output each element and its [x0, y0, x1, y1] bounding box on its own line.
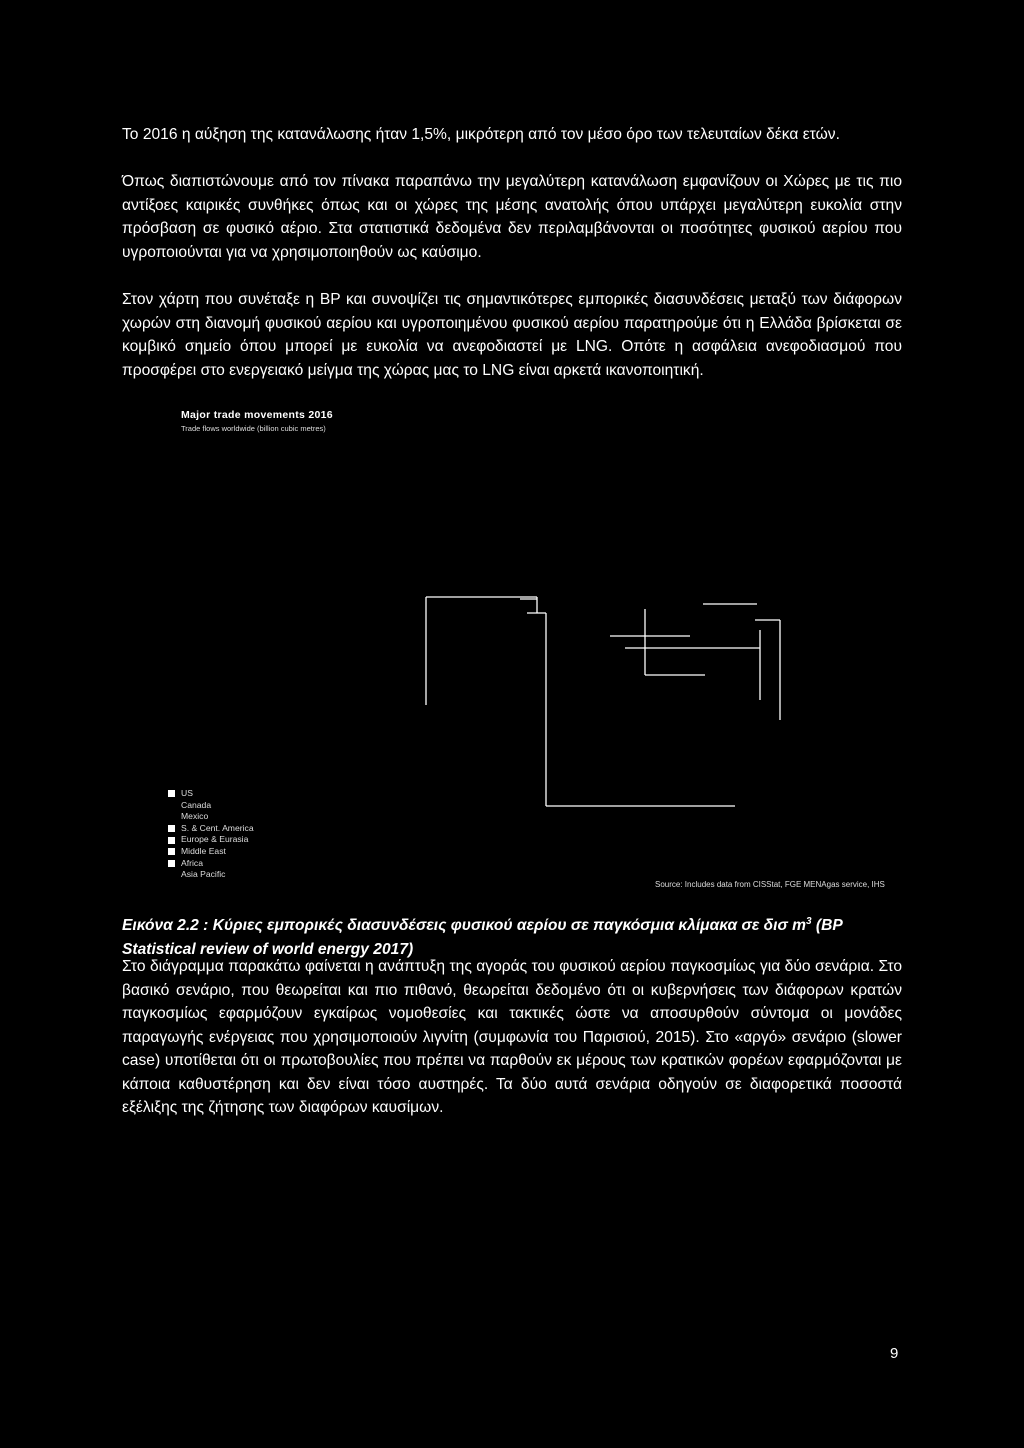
legend-swatch	[168, 871, 175, 878]
caption-text: Εικόνα 2.2 : Κύριες εμπορικές διασυνδέσεις φυσικού αερίου σε παγκόσμια κλίμακα σε δισ m	[122, 917, 807, 935]
legend-label: US	[181, 788, 193, 798]
legend-swatch	[168, 825, 175, 832]
figure-source: Source: Includes data from CISStat, FGE MENAgas service, IHS	[655, 880, 885, 889]
legend-label: Europe & Eurasia	[181, 834, 249, 845]
legend-swatch	[168, 860, 175, 867]
legend-item	[168, 846, 254, 858]
scenarios-paragraph: Στο διάγραμμα παρακάτω φαίνεται η ανάπτυξη της αγοράς του φυσικού αερίου παγκοσμίως για δύο σενάρια. Στο βασικό σενάριο, που θεωρείται και πιο πιθανό, θεωρείται δεδομένο ότι οι κυβερνήσεις των διάφορων κρατών παγκοσμίως εφαρμόζουν εγκαίρως νομοθεσίες και τακτικές ώστε να αποσυρθούν σύντομα οι μονάδες παραγωγής ενέργειας που χρησιμοποιούν λιγνίτη (συμφωνία του Παρισιού, 2015). Στο «αργό» σενάριο (slower case) υποτίθεται ότι οι πρωτοβουλίες που πρέπει να παρθούν εκ μέρους των κρατικών φορέων εφαρμόζονται με κάποια καθυστέρηση και δεν είναι τόσο αυστηρές. Τα δύο αυτά σενάρια οδηγούν σε διαφορετικά ποσοστά εξέλιξης της ζήτησης των διαφόρων καυσίμων.	[122, 958, 902, 1116]
legend-label: Canada	[181, 799, 212, 810]
legend-item	[168, 811, 254, 823]
caption-line-1	[122, 910, 912, 938]
legend-item	[168, 800, 254, 812]
figure-subtitle: Trade flows worldwide (billion cubic metres)	[181, 424, 326, 433]
figure-title: Major trade movements 2016	[181, 409, 333, 421]
legend-swatch	[168, 802, 175, 809]
figure-legend	[168, 788, 254, 881]
figure-caption	[122, 910, 912, 961]
legend-swatch	[168, 837, 175, 844]
legend-label: S. & Cent. America	[181, 822, 254, 833]
bp-map-paragraph: Στον χάρτη που συνέταξε η BP και συνοψίζει τις σημαντικότερες εμπορικές διασυνδέσεις μεταξύ των διάφορων χωρών στη διανομή φυσικού αερίου και υγροποιημένου φυσικού αερίου παρατηρούμε ότι η Ελλάδα βρίσκεται σε κομβικό σημείο όπου μπορεί με ευκολία να ανεφοδιαστεί με LNG. Οπότε η ασφάλεια ανεφοδιασμού που προσφέρει στο ενεργειακό μείγμα της χώρας μας το LNG είναι αρκετά ικανοποιητική.	[122, 291, 902, 379]
legend-swatch	[168, 848, 175, 855]
legend-label: Asia Pacific	[181, 869, 226, 880]
page-number: 9	[890, 1345, 899, 1362]
legend-item	[168, 834, 254, 846]
legend-item	[168, 858, 254, 870]
legend-label: Mexico	[181, 811, 209, 822]
legend-item	[168, 869, 254, 881]
consumption-paragraph: Όπως διαπιστώνουμε από τον πίνακα παραπάνω την μεγαλύτερη κατανάλωση εμφανίζουν οι Χώρες με τις πιο αντίξοες καιρικές συνθήκες όπως και οι χώρες της μέσης ανατολής όπου υπάρχει μεγαλύτερη ευκολία στην πρόσβαση σε φυσικό αέριο. Στα στατιστικά δεδομένα δεν περιλαμβάνονται οι ποσότητες φυσικού αερίου που υγροποιούνται για να χρησιμοποιηθούν ως καύσιμο.	[122, 173, 902, 261]
caption-line-2: Statistical review of world energy 2017)	[122, 940, 414, 958]
intro-paragraph: Το 2016 η αύξηση της κατανάλωσης ήταν 1,5%, μικρότερη από τον μέσο όρο των τελευταίων δέκα ετών.	[122, 126, 840, 143]
legend-item	[168, 788, 254, 800]
caption-text-after: (BP	[811, 917, 843, 935]
legend-label: Africa	[181, 857, 203, 868]
legend-swatch	[168, 790, 175, 797]
legend-label: Middle East	[181, 845, 226, 856]
legend-swatch	[168, 813, 175, 820]
caption-superscript: 3	[806, 916, 812, 927]
legend-item	[168, 823, 254, 835]
